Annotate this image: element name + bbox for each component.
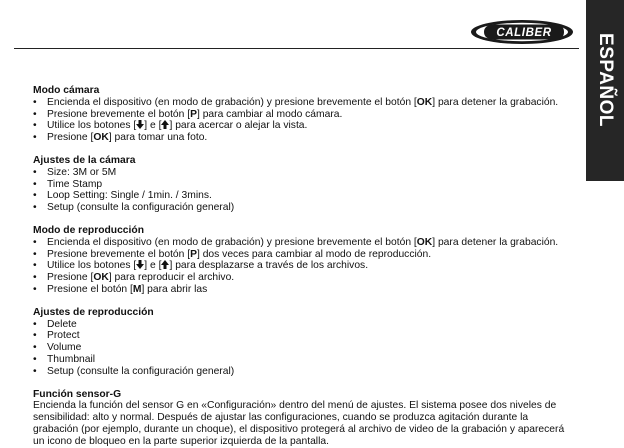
list-item (33, 120, 573, 132)
list-item-text: ] para detener la grabación. (432, 96, 559, 108)
header-rule (14, 48, 579, 49)
list-item (33, 272, 573, 284)
section-title: Modo de reproducción (33, 224, 144, 236)
list-item-text: Delete (47, 318, 77, 330)
list-item-text: Presione brevemente el botón [ (47, 108, 191, 120)
list-item-text: ] para reproducir el archivo. (108, 272, 235, 284)
logo-text: CALIBER (496, 27, 552, 40)
button-key-label: OK (416, 236, 433, 248)
list-item (33, 109, 573, 121)
section-paragraph: Encienda la función del sensor G en «Configuración» dentro del menú de ajustes. El sistema posee dos niveles de sensibilidad: alto y normal. Después de ajustar las configuraciones, cuando se produzca agitación durante la grabación (por ejemplo, durante un choque), el dispositivo protegerá al archivo de video de la grabación y aparecerá un icono de bloqueo en la parte superior izquierda de la pantalla. (33, 400, 565, 447)
list-item-text: Encienda el dispositivo (en modo de grabación) y presione brevemente el botón [ (47, 96, 417, 108)
section-title: Ajustes de la cámara (33, 154, 136, 166)
list-item-text: ] para abrir las (141, 283, 208, 295)
list-item-text: ] para tomar una foto. (108, 132, 208, 144)
section-title: Modo cámara (33, 85, 100, 96)
section (33, 85, 573, 144)
language-tab-label: ESPAÑOL (595, 33, 616, 127)
bullet-list (33, 97, 573, 144)
button-key-label: M (132, 283, 142, 295)
list-item-text: Thumbnail (47, 353, 96, 365)
list-item-text: Size: 3M or 5M (47, 166, 117, 178)
list-item (33, 260, 573, 272)
list-item-text: ] para cambiar al modo cámara. (196, 108, 343, 120)
list-item-text: Presione brevemente el botón [ (47, 248, 191, 260)
language-tab (586, 0, 624, 181)
list-item (33, 354, 573, 366)
list-item-text: Presione [ (47, 272, 94, 284)
bullet-list (33, 237, 573, 296)
list-item (33, 190, 573, 202)
button-key-label: OK (93, 272, 109, 284)
list-item (33, 330, 573, 342)
button-key-label: P (190, 108, 197, 120)
bullet-list (33, 167, 573, 214)
list-item-text: ] e [ (144, 260, 162, 272)
list-item (33, 237, 573, 249)
section (33, 155, 573, 214)
list-item-text: Loop Setting: Single / 1min. / 3mins. (47, 190, 212, 202)
list-item (33, 97, 573, 109)
list-item-text: Setup (consulte la configuración general) (47, 202, 235, 214)
list-item (33, 132, 573, 144)
list-item-text: Time Stamp (47, 178, 103, 190)
list-item (33, 366, 573, 378)
list-item-text: ] para acercar o alejar la vista. (169, 120, 308, 132)
button-key-label: P (190, 248, 197, 260)
button-key-label: OK (416, 96, 433, 108)
list-item-text: Setup (consulte la configuración general) (47, 365, 235, 377)
list-item-text: Utilice los botones [ (47, 120, 137, 132)
list-item (33, 167, 573, 179)
list-item-text: Volume (47, 342, 82, 354)
list-item (33, 202, 573, 214)
list-item-text: ] e [ (144, 120, 162, 132)
list-item (33, 284, 573, 296)
section-title: Función sensor-G (33, 388, 122, 400)
bullet-list (33, 319, 573, 378)
section (33, 307, 573, 378)
list-item-text: Utilice los botones [ (47, 260, 137, 272)
list-item (33, 249, 573, 261)
section-title: Ajustes de reproducción (33, 306, 154, 318)
manual-content (33, 85, 573, 448)
list-item-text: ] para detener la grabación. (432, 236, 559, 248)
list-item-text: Encienda el dispositivo (en modo de grabación) y presione brevemente el botón [ (47, 236, 417, 248)
list-item-text: Protect (47, 330, 80, 342)
caliber-logo (470, 19, 574, 45)
list-item (33, 342, 573, 354)
list-item-text: ] para desplazarse a través de los archivos. (169, 260, 369, 272)
section (33, 389, 573, 448)
list-item-text: Presione [ (47, 132, 94, 144)
list-item (33, 319, 573, 331)
section (33, 225, 573, 296)
button-key-label: OK (93, 132, 109, 144)
list-item (33, 179, 573, 191)
list-item-text: ] dos veces para cambiar al modo de reproducción. (196, 248, 432, 260)
list-item-text: Presione el botón [ (47, 283, 133, 295)
